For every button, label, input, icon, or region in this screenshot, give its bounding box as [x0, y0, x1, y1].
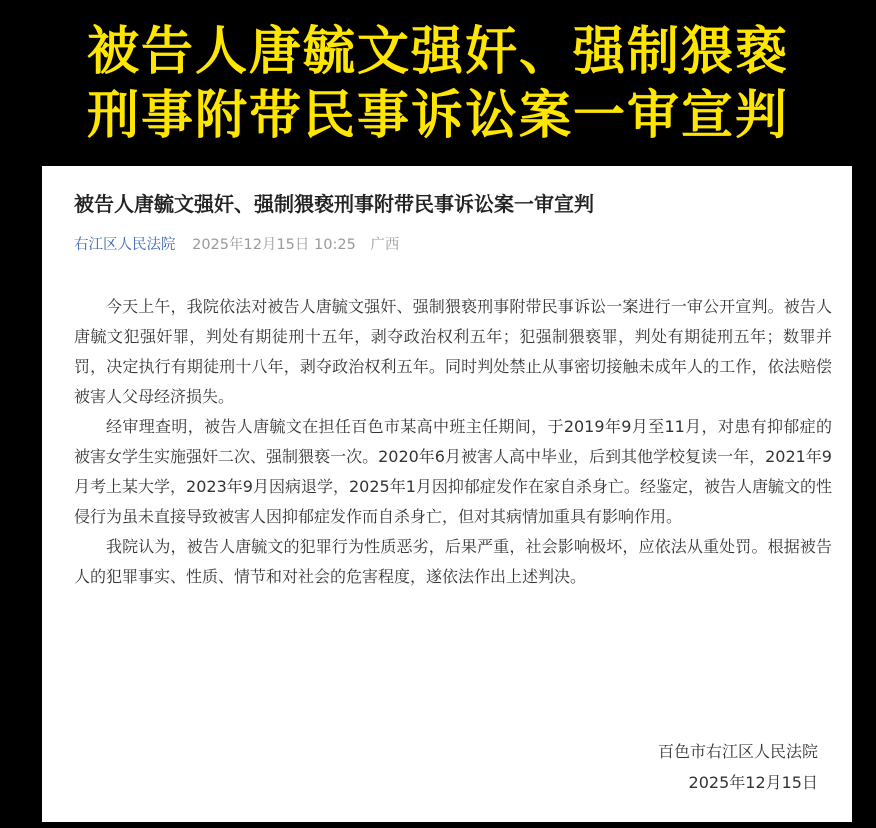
headline-line-2: 刑事附带民事诉讼案一审宣判: [86, 86, 789, 146]
region-tag: 广西: [370, 237, 400, 253]
source-link[interactable]: 右江区人民法院: [74, 237, 176, 253]
paragraph-3: 我院认为，被告人唐毓文的犯罪行为性质恶劣，后果严重，社会影响极坏，应依法从重处罚。根据被告人的犯罪事实、性质、情节和对社会的危害程度，遂依法作出上述判决。: [74, 537, 832, 586]
paragraph-2: 经审理查明，被告人唐毓文在担任百色市某高中班主任期间，于2019年9月至11月，对患有抑郁症的被害女学生实施强奸二次、强制猥亵一次。2020年6月被害人高中毕业，后到其他学校复读一年，2021年9月考上某大学，2023年9月因病退学，2025年1月因抑郁症发作在家自杀身亡。经鉴定，被告人唐毓文的性侵行为虽未直接导致被害人因抑郁症发作而自杀身亡，但对其病情加重具有影响作用。: [74, 417, 832, 526]
article-card: [42, 166, 852, 822]
publish-time: 2025年12月15日 10:25: [192, 237, 356, 253]
signature-block: [658, 736, 818, 798]
article-title: 被告人唐毓文强奸、强制猥亵刑事附带民事诉讼案一审宣判: [74, 192, 594, 216]
headline-banner: [0, 0, 876, 165]
article-body: [74, 292, 832, 592]
signature-court: 百色市右江区人民法院: [657, 742, 818, 761]
article-meta: [74, 234, 399, 256]
paragraph-1: 今天上午，我院依法对被告人唐毓文强奸、强制猥亵刑事附带民事诉讼一案进行一审公开宣判。被告人唐毓文犯强奸罪，判处有期徒刑十五年，剥夺政治权利五年；犯强制猥亵罪，判处有期徒刑五年；数罪并罚，决定执行有期徒刑十八年，剥夺政治权利五年。同时判处禁止从事密切接触未成年人的工作，依法赔偿被害人父母经济损失。: [74, 297, 832, 406]
signature-date: 2025年12月15日: [688, 773, 818, 792]
headline-line-1: 被告人唐毓文强奸、强制猥亵: [86, 22, 789, 82]
